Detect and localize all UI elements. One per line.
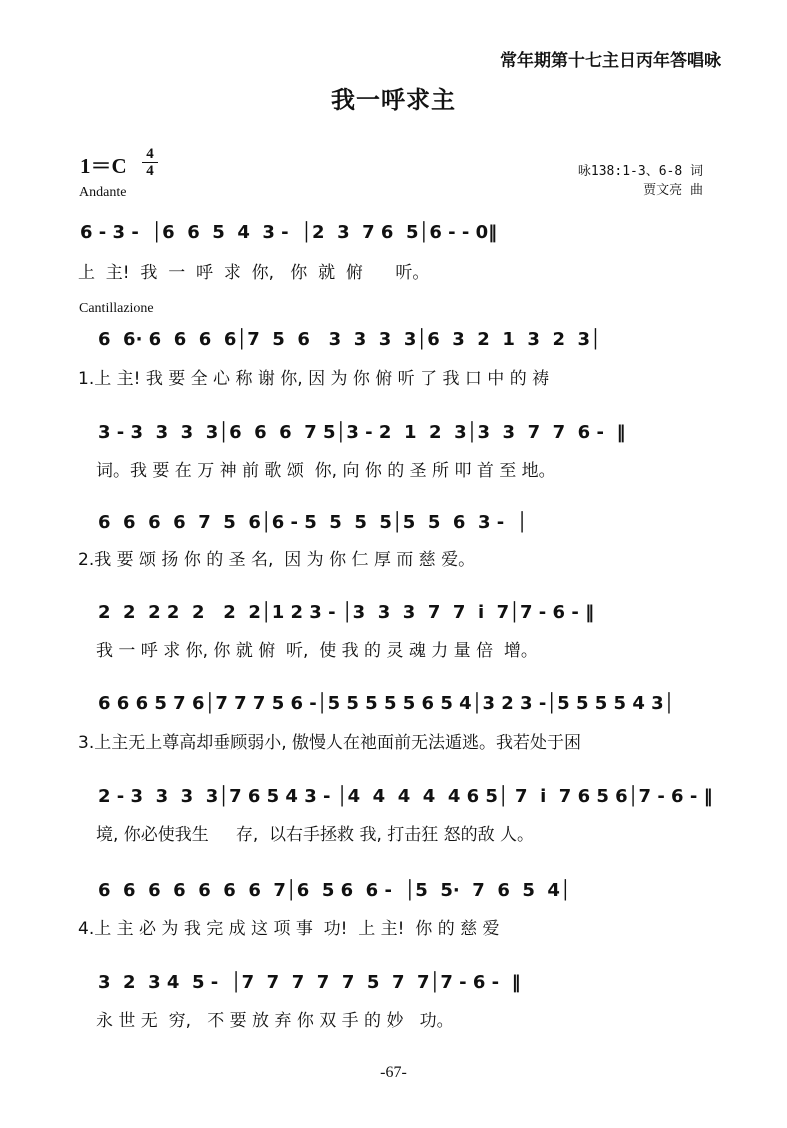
lyric-line: 境, 你必使我生 存, 以右手拯救 我, 打击狂 怒的敌 人。: [96, 825, 535, 845]
lyric-line: 永 世 无 穷, 不 要 放 弃 你 双 手 的 妙 功。: [96, 1011, 454, 1031]
page-title: 我一呼求主: [331, 88, 456, 114]
key-signature: 1＝C: [80, 154, 127, 178]
lyric-line: 2.我 要 颂 扬 你 的 圣 名, 因 为 你 仁 厚 而 慈 爱。: [78, 550, 476, 570]
lyric-line: 我 一 呼 求 你, 你 就 俯 听, 使 我 的 灵 魂 力 量 倍 增。: [96, 641, 538, 661]
notation-line: 3 2 3 4 5 - │7 7 7 7 7 5 7 7│7 - 6 - ‖: [98, 972, 521, 993]
time-signature-top: 4: [146, 146, 154, 162]
page-number: -67-: [380, 1064, 407, 1081]
lyric-line: 上 主! 我 一 呼 求 你, 你 就 俯 听。: [78, 263, 430, 283]
notation-line: 6 6 6 5 7 6│7 7 7 5 6 -│5 5 5 5 5 6 5 4│3 2 3 -│5 5 5 5 4 3│: [98, 693, 675, 714]
time-signature-bottom: 4: [146, 163, 154, 179]
lyric-line: 词。我 要 在 万 神 前 歌 颂 你, 向 你 的 圣 所 叩 首 至 地。: [96, 461, 556, 481]
composer-credit: 贾文亮 曲: [643, 183, 703, 198]
occasion-heading: 常年期第十七主日丙年答唱咏: [500, 51, 721, 70]
notation-line: 2 - 3 3 3 3│7 6 5 4 3 - │4 4 4 4 4 6 5│ 7 i 7 6 5 6│7 - 6 - ‖: [98, 786, 713, 807]
time-signature: [142, 147, 158, 178]
lyric-line: 3.上主无上尊高却垂顾弱小, 傲慢人在祂面前无法遁逃。我若处于困: [78, 733, 582, 753]
notation-line: 6 6· 6 6 6 6│7 5 6 3 3 3 3│6 3 2 1 3 2 3│: [98, 329, 601, 350]
notation-line: 6 6 6 6 7 5 6│6 - 5 5 5 5│5 5 6 3 - │: [98, 512, 528, 533]
notation-line: 2 2 2 2 2 2 2│1 2 3 - │3 3 3 7 7 i 7│7 - 6 - ‖: [98, 602, 595, 623]
tempo-marking: Andante: [79, 185, 127, 200]
section-label: Cantillazione: [79, 301, 154, 316]
notation-line: 6 6 6 6 6 6 6 7│6 5 6 6 - │5 5· 7 6 5 4│: [98, 880, 571, 901]
lyric-line: 1.上 主! 我 要 全 心 称 谢 你, 因 为 你 俯 听 了 我 口 中 的 祷: [78, 369, 550, 389]
notation-line: 3 - 3 3 3 3│6 6 6 7 5│3 - 2 1 2 3│3 3 7 7 6 - ‖: [98, 422, 626, 443]
lyricist-credit: 咏138:1-3、6-8 词: [577, 164, 703, 179]
notation-line: 6 - 3 - │6 6 5 4 3 - │2 3 7 6 5│6 - - 0‖: [80, 222, 498, 243]
lyric-line: 4.上 主 必 为 我 完 成 这 项 事 功! 上 主! 你 的 慈 爱: [78, 919, 500, 939]
credits: [578, 162, 703, 200]
